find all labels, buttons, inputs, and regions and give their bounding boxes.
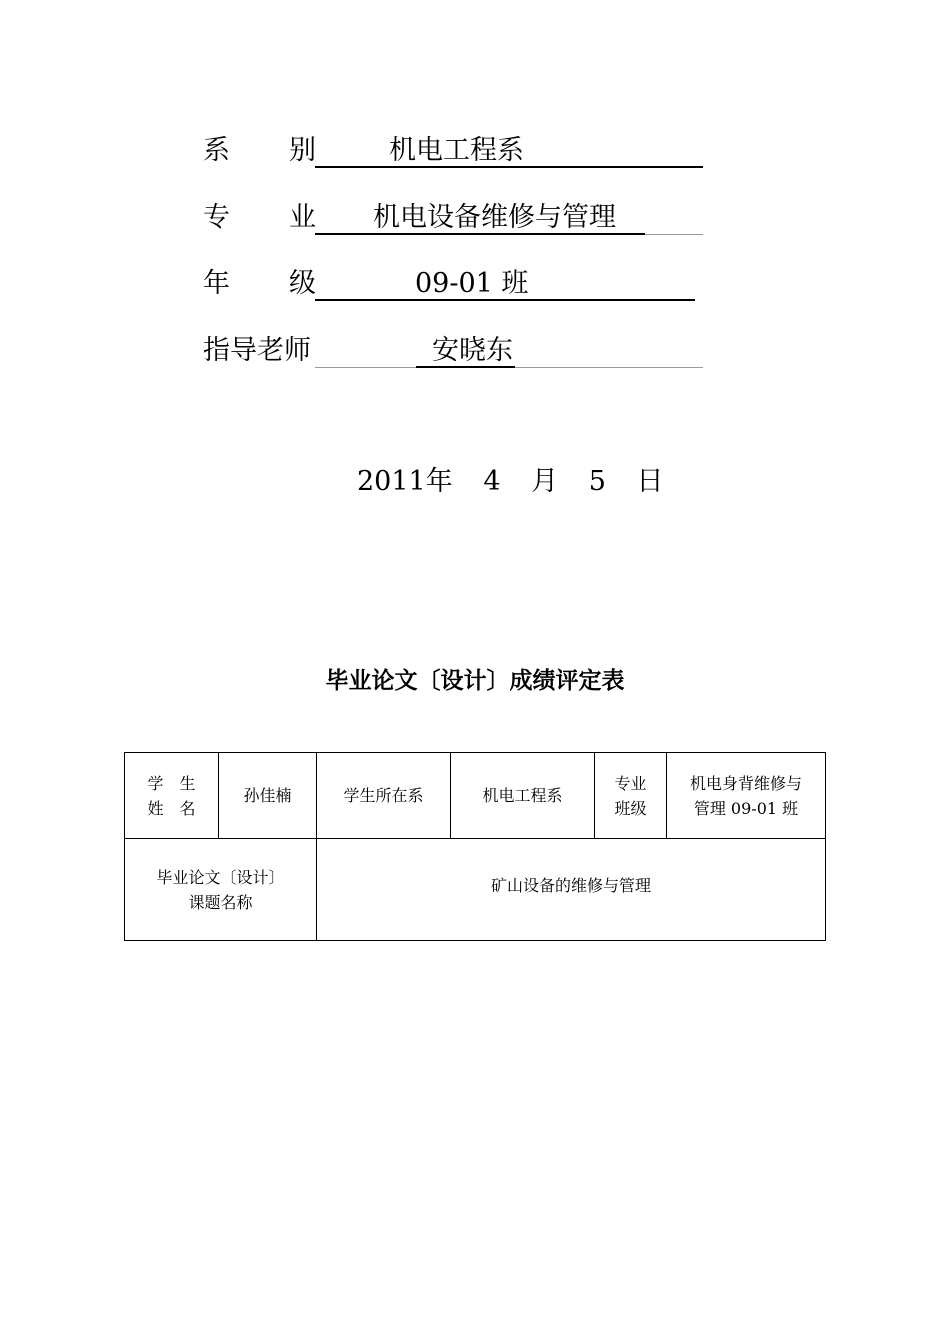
grade-field [315,264,695,304]
advisor-label: 指导老师 [203,335,311,366]
major-row: 专 业 机电设备维修与管理 [203,198,703,238]
department-value: 机电工程系 [389,135,524,166]
advisor-value: 安晓东 [432,335,513,366]
grade-evaluation-table [124,752,826,941]
dept-label-cell: 学生所在系 [317,753,451,839]
advisor-field [315,331,703,371]
table-title: 毕业论文〔设计〕成绩评定表 [325,668,625,694]
table-row [125,753,826,839]
student-name-cell: 孙佳楠 [219,753,317,839]
grade-value: 09-01 班 [415,268,529,299]
major-value: 机电设备维修与管理 [373,202,616,233]
department-field [315,131,703,171]
class-value-cell: 机电身背维修与 管理 09-01 班 [667,753,826,839]
class-label-cell: 专业 班级 [595,753,667,839]
dept-value-cell: 机电工程系 [451,753,595,839]
grade-row: 年 级 09-01 班 [203,264,703,304]
advisor-row [203,331,703,371]
date-month: 4 [483,466,501,497]
student-name-label-cell: 学 生 姓 名 [125,753,219,839]
date-year: 2011 [357,466,426,497]
date-day: 5 [588,466,606,497]
major-field [315,198,703,238]
date-month-unit: 月 [531,466,559,497]
table-row [125,839,826,941]
date-day-unit: 日 [636,466,664,497]
date-year-unit: 年 [425,466,453,497]
date-line [357,462,663,502]
topic-label-cell: 毕业论文〔设计〕 课题名称 [125,839,317,941]
topic-value-cell: 矿山设备的维修与管理 [317,839,826,941]
department-row: 系 别 机电工程系 [203,131,703,171]
